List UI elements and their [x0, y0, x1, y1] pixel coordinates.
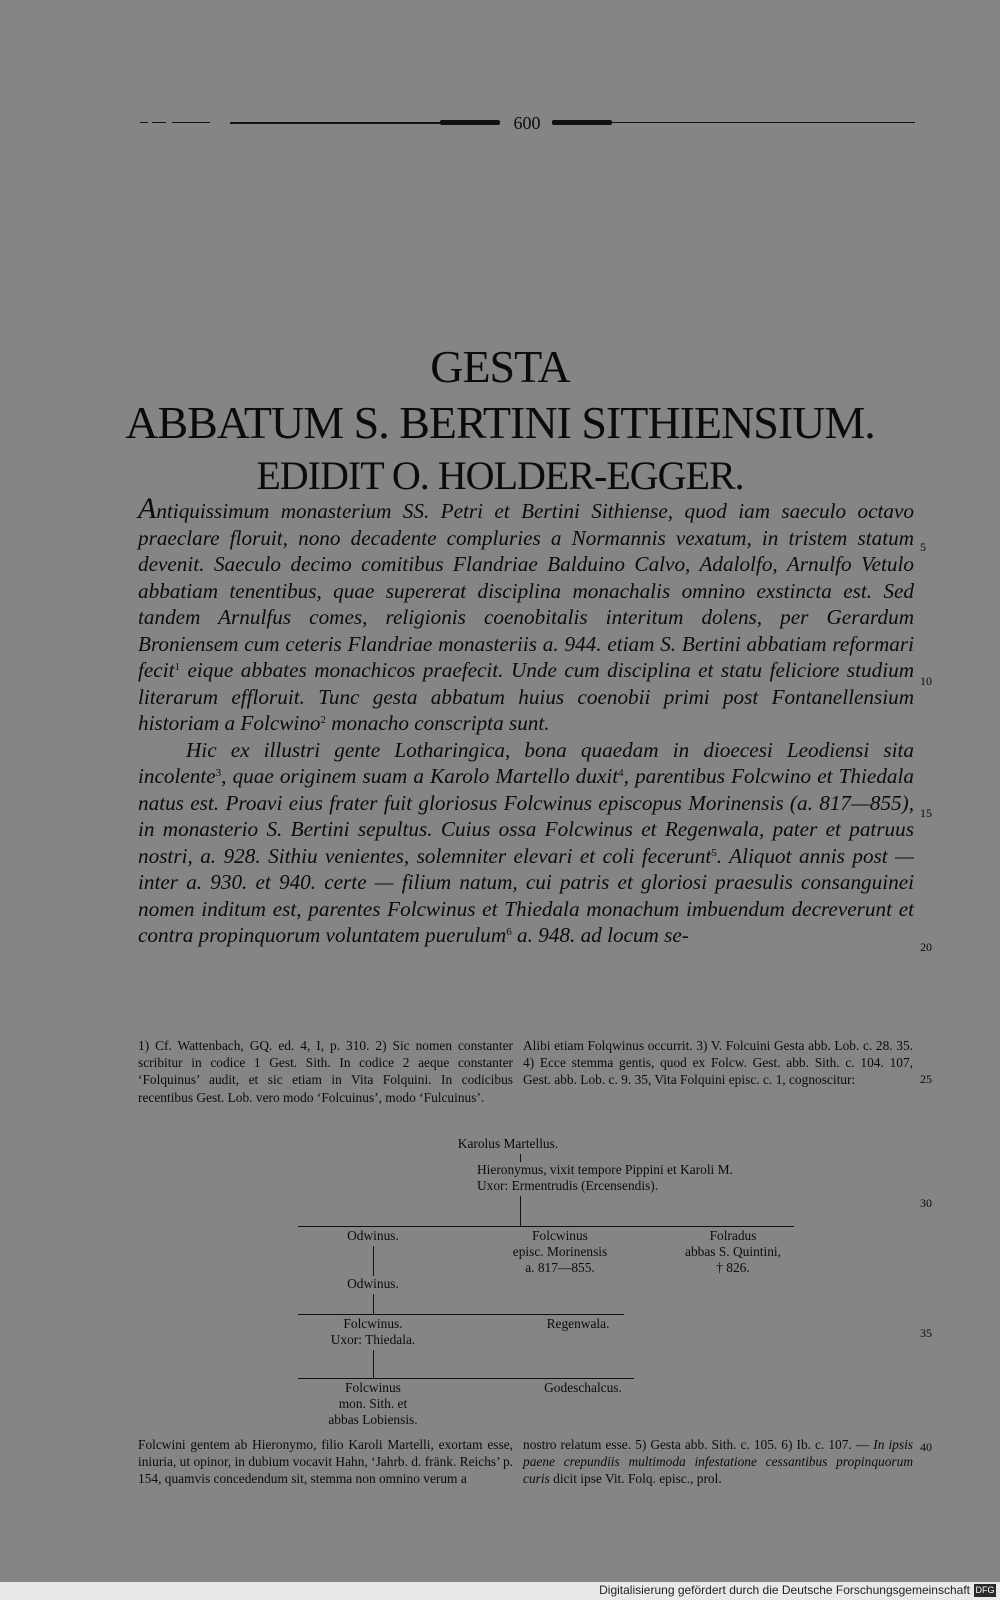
initial-letter: A	[138, 492, 157, 525]
stemma-regenwala: Regenwala.	[546, 1316, 610, 1331]
page-number: 600	[513, 113, 541, 133]
stemma-line	[373, 1350, 374, 1378]
footnote-ref: 3	[215, 767, 222, 779]
stemma-line	[298, 1226, 794, 1227]
stemma-line	[298, 1314, 624, 1315]
paragraph-2	[138, 737, 914, 949]
stemma-line	[520, 1154, 521, 1162]
title-line-2: ABBATUM S. BERTINI SITHIENSIUM.	[125, 397, 875, 448]
text-run: ntiquissimum monasterium SS. Petri et Bertini Sithiense, quod iam saeculo octavo praeclare floruit, nono decadente compluries a Normannis vexatum, in tristem statum devenit. Saeculo decimo comitibus Flandriae Balduino Calvo, Adalolfo, Arnulfo Vetulo abbatiam tenentibus, quae supererat disciplina monachalis omnino exstincta est. Sed tandem Arnulfus comes, religionis coenobitalis interitum dolens, per Gerardum Broniensem cum ceteris Flandriae monasteriis a. 944. etiam S. Bertini abbatiam reformari fecit	[138, 499, 914, 682]
stemma-odwinus-1: Odwinus.	[347, 1228, 399, 1243]
stemma-line	[373, 1246, 374, 1276]
line-number: 25	[920, 1072, 932, 1086]
stemma-text: episc. Morinensis	[512, 1244, 608, 1259]
text-run: dicit ipse Vit. Folq. episc., prol.	[549, 1471, 722, 1487]
stemma-text: mon. Sith. et	[338, 1396, 408, 1411]
stemma-odwinus-2: Odwinus.	[347, 1276, 399, 1291]
paragraph-1	[138, 492, 914, 737]
text-run: a. 948. ad locum se-	[511, 923, 689, 947]
stemma-folcwinus-3	[298, 1380, 448, 1428]
footnote-ref: 1	[174, 661, 180, 673]
footnote-ref: 4	[618, 767, 624, 779]
text-run: eique abbates monachicos praefecit. Unde cum disciplina et statu feliciore studium literarum effloruit. Tunc gesta abbatum huius coenobii primi post Fontanellensium historiam a Folcwino	[138, 658, 914, 735]
line-number: 15	[920, 806, 932, 820]
footnote-text: 1) Cf. Wattenbach, GQ. ed. 4, I, p. 310. 2) Sic nomen constanter scribitur in codice 1 Gest. Sith. In codice 2 aeque constanter ‘Folquinus’ audit, et sic etiam in Vita Folquini. In codicibus recentibus Gest. Lob. vero modo ‘Folcuinus’, modo ‘Fulcuinus’.	[138, 1038, 513, 1105]
line-number: 10	[920, 674, 932, 688]
text-run: , parentibus Folcwino et Thiedala natus est. Proavi eius frater fuit gloriosus Folcwinus episcopus Morinensis (a. 817—855), in monasterio S. Bertini sepultus. Cuius ossa Folcwinus et Regenwala, pater et patruus nostri, a. 928. Sithiu venientes, solemniter elevari et coli fecerunt	[138, 764, 914, 868]
footnote-ref: 2	[320, 714, 326, 726]
stemma-text: abbas Lobiensis.	[328, 1412, 418, 1427]
title-line-1: GESTA	[430, 341, 570, 392]
funding-notice: Digitalisierung gefördert durch die Deutsche Forschungsgemeinschaft	[599, 1583, 970, 1597]
footnote-text: Alibi etiam Folqwinus occurrit. 3) V. Folcuini Gesta abb. Lob. c. 28. 35. 4) Ecce stemma gentis, quod ex Folcw. Gest. abb. Sith. c. 104. 107, Gest. abb. Lob. c. 9. 35, Vita Folquini episc. c. 1, cognoscitur:	[523, 1038, 913, 1088]
text-run: In ipsis paene crepundiis multimoda infestatione cessantibus propinquorum curis	[523, 1437, 913, 1487]
text-run: nostro relatum esse. 5) Gesta abb. Sith. c. 105. 6) Ib. c. 107. —	[523, 1437, 874, 1452]
text-run: . Aliquot annis post — inter a. 930. et 940. certe — filium natum, cui patris et gloriosi praesulis consanguinei nomen inditum est, parentes Folcwinus et Thiedala monachum imbuendum decreverunt et contra propinquorum voluntatem puerulum	[138, 843, 914, 947]
text-run: monacho conscripta sunt.	[325, 711, 550, 735]
stemma-godeschalcus: Godeschalcus.	[544, 1380, 622, 1395]
footnote-ref: 6	[506, 926, 512, 938]
stemma-text: Folcwinus	[345, 1380, 401, 1395]
footnotes-right-bottom	[523, 1436, 913, 1488]
stemma-text: † 826.	[716, 1260, 750, 1275]
footer-bar	[0, 1582, 1000, 1600]
stemma-text: Folcwinus	[532, 1228, 588, 1243]
line-number: 5	[920, 540, 926, 554]
stemma-text: a. 817—855.	[525, 1260, 595, 1275]
line-number: 40	[920, 1440, 932, 1454]
body-text	[138, 492, 914, 949]
line-number: 30	[920, 1196, 932, 1210]
stemma-folcwinus-2: Folcwinus.	[343, 1316, 403, 1331]
stemma-line	[520, 1196, 521, 1226]
stemma-line	[373, 1294, 374, 1314]
stemma-folcwinus-episc	[490, 1228, 630, 1276]
line-number: 35	[920, 1326, 932, 1340]
stemma-line	[298, 1378, 634, 1379]
text-run: , quae originem suam a Karolo Martello duxit	[221, 764, 619, 788]
stemma-folradus	[658, 1228, 808, 1276]
footnote-ref: 5	[711, 846, 717, 859]
stemma-text: Folradus	[709, 1228, 757, 1243]
text-run: Hic ex illustri gente Lotharingica, bona quaedam in dioecesi Leodiensi sita incolente	[138, 737, 914, 788]
stemma-uxor-2: Uxor: Thiedala.	[330, 1332, 416, 1347]
footnotes-left-top	[138, 1037, 513, 1106]
footnote-text	[523, 1436, 913, 1488]
page-header	[140, 110, 915, 136]
stemma-text: abbas S. Quintini,	[685, 1244, 781, 1259]
editor-line: EDIDIT O. HOLDER-EGGER.	[256, 453, 744, 498]
footnotes-left-bottom	[138, 1436, 513, 1488]
footnote-text: Folcwini gentem ab Hieronymo, filio Karoli Martelli, exortam esse, iniuria, ut opinor, in dubium vocavit Hahn, ‘Jahrb. d. fränk. Reichs’ p. 154, quamvis concedendum sit, stemma non omnino verum a	[138, 1437, 513, 1487]
stemma-uxor-1: Uxor: Ermentrudis (Ercensendis).	[477, 1178, 659, 1193]
line-number: 20	[920, 940, 932, 954]
stemma-karolus: Karolus Martellus.	[457, 1136, 559, 1151]
stemma-hieronymus: Hieronymus, vixit tempore Pippini et Karoli M.	[477, 1162, 733, 1177]
footnotes-right-top	[523, 1037, 913, 1089]
dfg-logo: DFG	[975, 1585, 995, 1595]
